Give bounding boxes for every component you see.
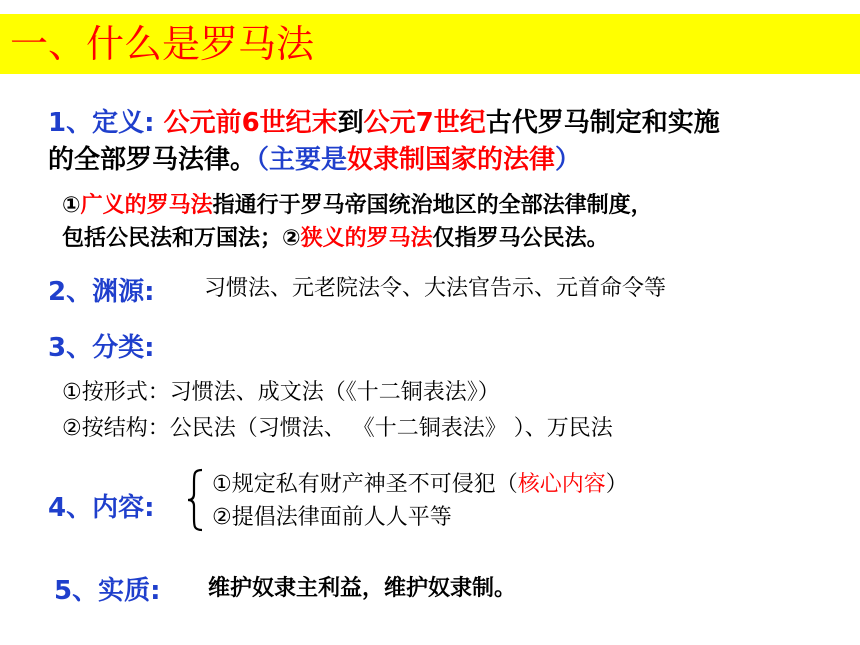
definition-note-open: （主要是 — [256, 145, 348, 175]
origin-label: 2、渊源: — [48, 277, 155, 307]
definition-end-date: 公元7世纪 — [363, 108, 486, 138]
classification-item-form: ①按形式：习惯法、成文法（《十二铜表法》） — [62, 380, 500, 405]
broad-text: 指通行于罗马帝国统治地区的全部法律制度， — [212, 193, 653, 218]
content-item-property — [212, 467, 628, 498]
essence-text: 维护奴隶主利益，维护奴隶制。 — [208, 576, 517, 601]
definition-line-2 — [48, 139, 581, 176]
definition-line-1 — [48, 102, 720, 139]
broad-prefix: ① — [62, 193, 81, 218]
content-label: 4、内容: — [48, 493, 155, 523]
classification-label: 3、分类: — [48, 333, 155, 363]
core-content-term: 核心内容 — [517, 472, 606, 497]
definition-connector: 到 — [337, 108, 364, 138]
content-item-equality: ②提倡法律面前人人平等 — [212, 505, 452, 530]
definition-note-close: ） — [555, 145, 582, 175]
broad-term: 广义的罗马法 — [80, 193, 213, 218]
title-bar — [0, 14, 860, 74]
page-title: 一、什么是罗马法 — [10, 22, 315, 66]
definition-label: 1、定义: — [48, 108, 155, 138]
origin-text: 习惯法、元老院法令、大法官告示、元首命令等 — [204, 276, 667, 301]
definition-text-b: 的全部罗马法律。 — [48, 145, 257, 175]
brace-icon — [186, 468, 204, 532]
content-item-property-text: ①规定私有财产神圣不可侵犯（ — [212, 472, 518, 497]
definition-note-term: 奴隶制国家的法律 — [347, 145, 556, 175]
narrow-term: 狭义的罗马法 — [300, 226, 433, 251]
broad-text-2: 包括公民法和万国法；② — [62, 226, 301, 251]
definition-text-a: 古代罗马制定和实施 — [485, 108, 720, 138]
narrow-definition-line — [62, 221, 609, 252]
essence-label: 5、实质: — [54, 576, 161, 606]
broad-definition-line — [62, 188, 653, 219]
narrow-text: 仅指罗马公民法。 — [432, 226, 609, 251]
content-item-property-close: ） — [605, 472, 628, 497]
definition-start-date: 公元前6世纪末 — [163, 108, 338, 138]
classification-item-structure: ②按结构：公民法（习惯法、 《十二铜表法》 ）、万民法 — [62, 416, 613, 441]
